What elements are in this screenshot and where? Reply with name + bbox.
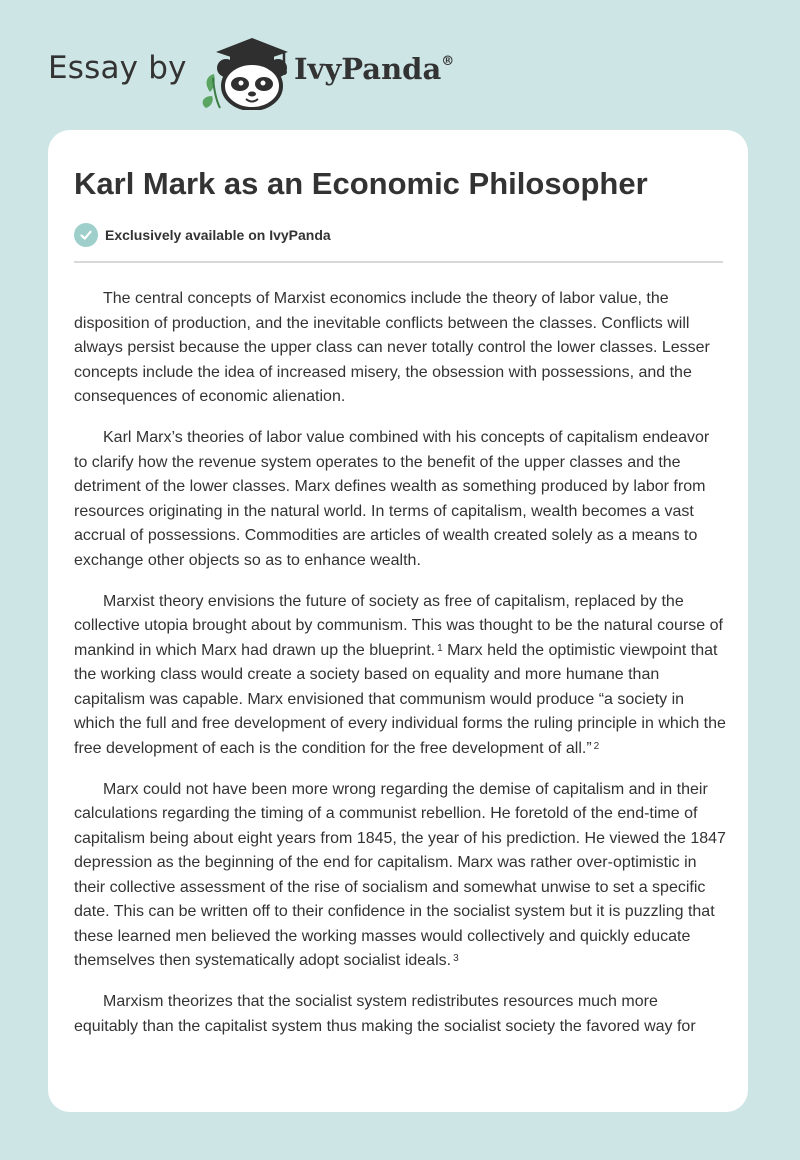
essay-title: Karl Mark as an Economic Philosopher — [74, 166, 648, 201]
essay-card — [48, 130, 748, 1112]
paragraph-4 — [74, 778, 726, 974]
paragraph-text: Marx held the optimistic viewpoint that the working class would create a society based on equality and more humane than capitalism was capable. Marx envisioned that communism would produce “a society in which the full and free development of every individual forms the ruling principle in which the free development of each is the condition for the free development of all.” — [74, 641, 726, 757]
site-header — [0, 0, 800, 130]
paragraph-text: Marx could not have been more wrong regarding the demise of capitalism and in their calculations regarding the timing of a communist rebellion. He foretold of the end-time of capitalism being about eight years from 1845, the year of his prediction. He viewed the 1847 depression as the beginning of the end for capitalism. Marx was rather over-optimistic in their collective assessment of the rise of socialism and somewhat unwise to set a specific date. This can be written off to their confidence in the socialist system but it is puzzling that these learned men believed the working masses would collectively and quickly educate themselves then systematically adopt socialist ideals. — [74, 780, 726, 969]
paragraph-1: The central concepts of Marxist economics include the theory of labor value, the disposition of production, and the inevitable conflicts between the classes. Conflicts will always persist because the upper class can never totally control the lower classes. Lesser concepts include the idea of increased misery, the obsession with possessions, and the consequences of economic alienation. — [74, 290, 710, 405]
essay-body — [74, 287, 726, 1056]
footnote-2[interactable]: 2 — [593, 740, 600, 752]
footnote-3[interactable]: 3 — [453, 953, 459, 964]
check-circle-icon — [74, 223, 98, 247]
title-divider — [74, 261, 723, 263]
brand-name[interactable]: IvyPanda® — [294, 52, 455, 86]
paragraph-text: Marxist theory envisions the future of society as free of capitalism, replaced by the collective utopia brought about by communism. This was thought to be the natural course of mankind in which Marx had drawn up the blueprint. — [74, 592, 723, 659]
essay-by-label: Essay by — [48, 50, 187, 86]
panda-mascot-icon — [200, 34, 292, 110]
exclusive-badge — [74, 222, 331, 248]
exclusive-badge-label: Exclusively available on IvyPanda — [105, 227, 331, 243]
paragraph-2: Karl Marx’s theories of labor value combined with his concepts of capitalism endeavor to clarify how the revenue system operates to the benefit of the upper classes and the detriment of the lower classes. Marx defines wealth as something produced by labor from resources originating in the natural world. In terms of capitalism, wealth becomes a vast accrual of possessions. Commodities are articles of wealth created solely as a means to exchange other objects so as to enhance wealth. — [74, 429, 710, 569]
footnote-1[interactable]: 1 — [437, 642, 443, 654]
paragraph-3 — [74, 590, 726, 762]
paragraph-5: Marxism theorizes that the socialist system redistributes resources much more equitably than the capitalist system thus making the socialist society the favored way for — [74, 993, 696, 1035]
